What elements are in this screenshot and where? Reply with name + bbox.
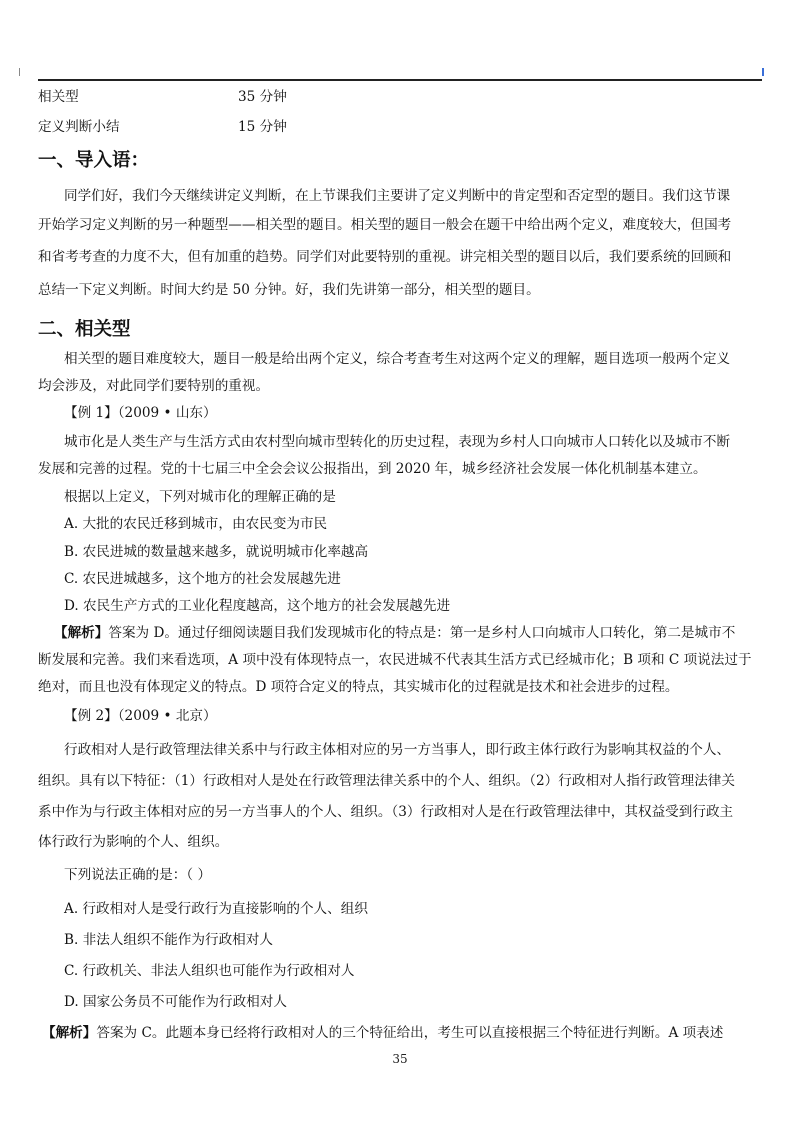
paragraph-line: 均会涉及，对此同学们要特别的重视。 <box>38 378 270 394</box>
analysis-line: 绝对，而且也没有体现定义的特点。D 项符合定义的特点，其实城市化的过程就是技术和社会进步的过程。 <box>38 679 679 695</box>
option-b: B. 非法人组织不能作为行政相对人 <box>64 932 273 948</box>
analysis-line: 断发展和完善。我们来看选项，A 项中没有体现特点一，农民进城不代表其生活方式已经城市化；B 项和 C 项说法过于 <box>38 652 752 668</box>
header-tick-right <box>762 68 764 76</box>
schedule-row <box>38 118 287 136</box>
section-heading-related: 二、相关型 <box>38 319 131 340</box>
question-stem: 根据以上定义，下列对城市化的理解正确的是 <box>64 489 336 505</box>
analysis-line <box>54 624 735 642</box>
passage-line: 行政相对人是行政管理法律关系中与行政主体相对应的另一方当事人，即行政主体行政行为影响其权益的个人、 <box>64 742 731 758</box>
example-tag: 【例 2】 <box>64 708 118 724</box>
option-d: D. 国家公务员不可能作为行政相对人 <box>64 994 287 1010</box>
option-c: C. 行政机关、非法人组织也可能作为行政相对人 <box>64 963 355 979</box>
schedule-time: 15 分钟 <box>238 119 287 135</box>
header-rule <box>38 79 762 81</box>
schedule-row <box>38 88 287 106</box>
example-tag: 【例 1】 <box>64 405 118 421</box>
option-a: A. 行政相对人是受行政行为直接影响的个人、组织 <box>64 901 368 917</box>
example-1-header <box>64 404 217 422</box>
passage-line: 系中作为与行政主体相对应的另一方当事人的个人、组织。（3）行政相对人是在行政管理法律中，其权益受到行政主 <box>38 804 734 820</box>
paragraph-line: 总结一下定义判断。时间大约是 50 分钟。好，我们先讲第一部分，相关型的题目。 <box>38 282 540 298</box>
example-source: （2009 • 山东） <box>117 405 217 421</box>
analysis-text: 答案为 C。此题本身已经将行政相对人的三个特征给出，考生可以直接根据三个特征进行判断。A 项表述 <box>96 1025 724 1041</box>
option-d: D. 农民生产方式的工业化程度越高，这个地方的社会发展越先进 <box>64 598 451 614</box>
schedule-time: 35 分钟 <box>238 89 287 105</box>
schedule-label: 相关型 <box>38 89 79 105</box>
passage-line: 发展和完善的过程。党的十七届三中全会会议公报指出，到 2020 年，城乡经济社会发展一体化机制基本建立。 <box>38 461 707 477</box>
header-tick-left <box>19 68 20 76</box>
analysis-tag: 【解析】 <box>54 625 109 641</box>
analysis-line <box>42 1024 723 1042</box>
paragraph-line: 开始学习定义判断的另一种题型——相关型的题目。相关型的题目一般会在题干中给出两个定义，难度较大，但国考 <box>38 217 732 233</box>
schedule-label: 定义判断小结 <box>38 119 120 135</box>
option-b: B. 农民进城的数量越来越多，就说明城市化率越高 <box>64 544 369 560</box>
section-heading-intro: 一、导入语： <box>38 150 150 171</box>
question-stem: 下列说法正确的是：（ ） <box>64 867 212 883</box>
example-2-header <box>64 707 217 725</box>
passage-line: 城市化是人类生产与生活方式由农村型向城市型转化的历史过程，表现为乡村人口向城市人口转化以及城市不断 <box>64 434 731 450</box>
paragraph-line: 相关型的题目难度较大，题目一般是给出两个定义，综合考查考生对这两个定义的理解，题目选项一般两个定义 <box>64 351 731 367</box>
paragraph-line: 同学们好，我们今天继续讲定义判断，在上节课我们主要讲了定义判断中的肯定型和否定型的题目。我们这节课 <box>64 188 731 204</box>
passage-line: 体行政行为影响的个人、组织。 <box>38 834 229 850</box>
example-source: （2009 • 北京） <box>117 708 217 724</box>
option-a: A. 大批的农民迁移到城市，由农民变为市民 <box>64 516 328 532</box>
passage-line: 组织。具有以下特征：（1）行政相对人是处在行政管理法律关系中的个人、组织。（2）行政相对人指行政管理法律关 <box>38 773 735 789</box>
paragraph-line: 和省考考查的力度不大，但有加重的趋势。同学们对此要特别的重视。讲完相关型的题目以后，我们要系统的回顾和 <box>38 249 732 265</box>
analysis-text: 答案为 D。通过仔细阅读题目我们发现城市化的特点是：第一是乡村人口向城市人口转化，第二是城市不 <box>108 625 736 641</box>
page-number: 35 <box>392 1052 408 1066</box>
option-c: C. 农民进城越多，这个地方的社会发展越先进 <box>64 571 341 587</box>
analysis-tag: 【解析】 <box>42 1025 97 1041</box>
